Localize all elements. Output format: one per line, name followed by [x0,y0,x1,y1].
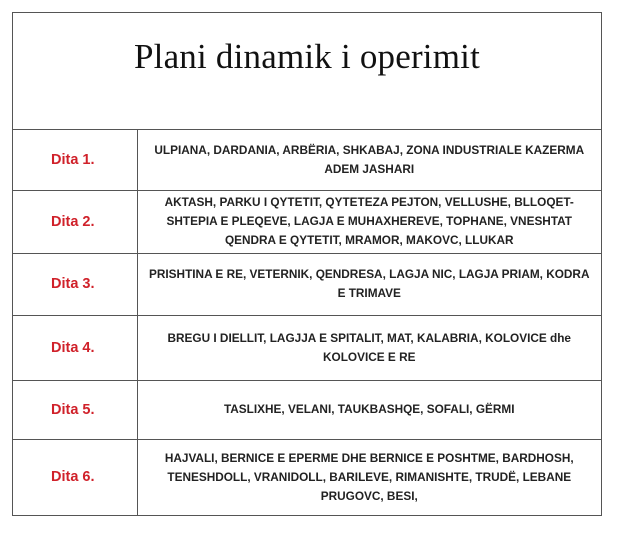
schedule-sheet [12,12,602,516]
table-row [13,315,601,380]
table-row [13,190,601,253]
day-label: Dita 2. [13,190,137,253]
title-box [13,13,601,130]
day-label: Dita 1. [13,130,137,190]
day-places: TASLIXHE, VELANI, TAUKBASHQE, SOFALI, GËRMI [137,380,601,439]
day-places: BREGU I DIELLIT, LAGJJA E SPITALIT, MAT, KALABRIA, KOLOVICE dhe KOLOVICE E RE [137,315,601,380]
day-places: HAJVALI, BERNICE E EPERME DHE BERNICE E POSHTME, BARDHOSH, TENESHDOLL, VRANIDOLL, BARILEVE, RIMANISHTE, TRUDË, LEBANE PRUGOVC, BESI, [164,450,574,503]
day-places: PRISHTINA E RE, VETERNIK, QENDRESA, LAGJA NIC, LAGJA PRIAM, KODRA E TRIMAVE [137,253,601,315]
schedule-table [13,130,601,515]
table-row [13,380,601,439]
table-row [13,253,601,315]
page-title: Plani dinamik i operimit [133,37,481,76]
day-places: ULPIANA, DARDANIA, ARBËRIA, SHKABAJ, ZONA INDUSTRIALE KAZERMA ADEM JASHARI [137,130,601,190]
table-row [13,439,601,515]
table-row [13,130,601,190]
day-label: Dita 3. [13,253,137,315]
day-label: Dita 4. [13,315,137,380]
day-places: AKTASH, PARKU I QYTETIT, QYTETEZA PEJTON, VELLUSHE, BLLOQET- SHTEPIA E PLEQEVE, LAGJA E MUHAXHEREVE, TOPHANE, VNESHTAT QENDRA E QYTETIT, MRAMOR, MAKOVC, LLUKAR [137,190,601,253]
day-label: Dita 6. [13,439,137,515]
day-label: Dita 5. [13,380,137,439]
